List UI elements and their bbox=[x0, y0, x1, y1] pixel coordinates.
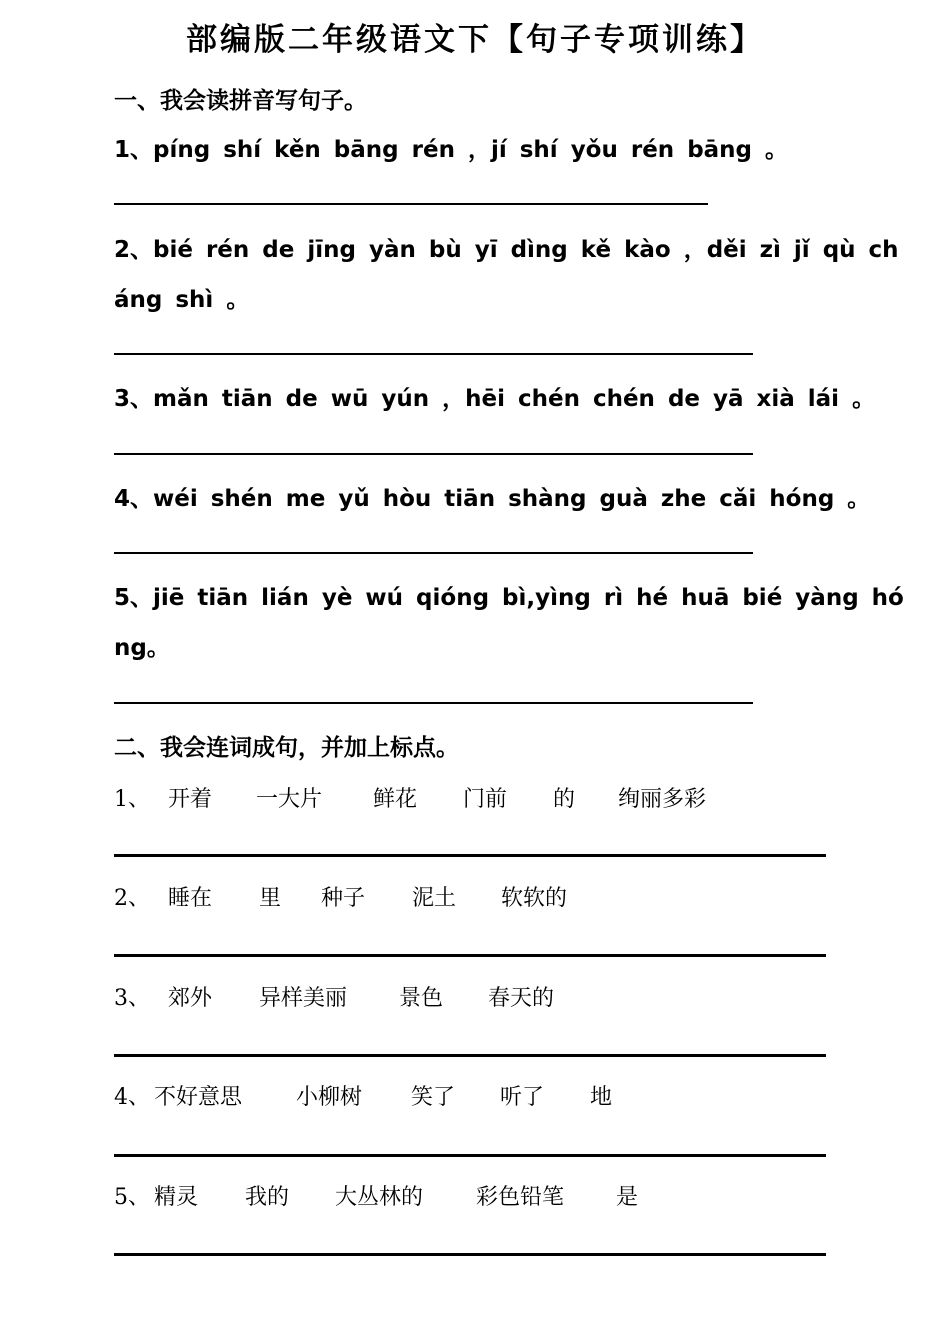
answer-line-3 bbox=[114, 453, 753, 455]
word-chip: 一大片 bbox=[256, 787, 323, 812]
word-chip: 景色 bbox=[399, 986, 444, 1011]
word-chip: 泥土 bbox=[412, 886, 457, 911]
pinyin-item-2-line-1: 2、bié rén de jīng yàn bù yī dìng kě kào ，děi zì jǐ qù ch bbox=[114, 237, 899, 263]
section2-heading: 二、我会连词成句，并加上标点。 bbox=[114, 735, 459, 761]
word-chip: 春天的 bbox=[488, 986, 555, 1011]
word-chip: 鲜花 bbox=[373, 787, 418, 812]
page-title: 部编版二年级语文下【句子专项训练】 bbox=[186, 22, 764, 58]
answer-line-4 bbox=[114, 552, 753, 554]
answer-line-2 bbox=[114, 353, 753, 355]
word-chip: 软软的 bbox=[501, 886, 568, 911]
word-chip: 门前 bbox=[463, 787, 508, 812]
word-chip: 种子 bbox=[321, 886, 366, 911]
answer-line-5 bbox=[114, 702, 753, 704]
answer-line-1 bbox=[114, 203, 708, 205]
word-chip: 我的 bbox=[245, 1185, 290, 1210]
word-chip: 睡在 bbox=[168, 886, 213, 911]
pinyin-item-2-line-2: áng shì 。 bbox=[114, 287, 250, 313]
item-number: 4、 bbox=[114, 1085, 150, 1110]
word-chip: 异样美丽 bbox=[259, 986, 348, 1011]
word-chip: 绚丽多彩 bbox=[618, 787, 707, 812]
word-chip: 地 bbox=[590, 1085, 613, 1110]
word-chip: 开着 bbox=[168, 787, 213, 812]
word-chip: 听了 bbox=[500, 1085, 545, 1110]
answer-line-8 bbox=[114, 1054, 826, 1057]
pinyin-item-1: 1、píng shí kěn bāng rén ，jí shí yǒu rén bāng 。 bbox=[114, 137, 789, 163]
word-chip: 小柳树 bbox=[296, 1085, 363, 1110]
answer-line-6 bbox=[114, 854, 826, 857]
word-chip: 彩色铅笔 bbox=[476, 1185, 565, 1210]
word-chip: 精灵 bbox=[154, 1185, 199, 1210]
word-chip: 里 bbox=[259, 886, 282, 911]
pinyin-item-5-line-1: 5、jiē tiān lián yè wú qióng bì,yìng rì hé huā bié yàng hó bbox=[114, 585, 904, 611]
word-chip: 大丛林的 bbox=[335, 1185, 424, 1210]
answer-line-10 bbox=[114, 1253, 826, 1256]
answer-line-9 bbox=[114, 1154, 826, 1157]
item-number: 3、 bbox=[114, 986, 150, 1011]
word-chip: 不好意思 bbox=[154, 1085, 243, 1110]
section1-heading: 一、我会读拼音写句子。 bbox=[114, 88, 367, 114]
pinyin-item-4: 4、wéi shén me yǔ hòu tiān shàng guà zhe cǎi hóng 。 bbox=[114, 486, 871, 512]
word-chip: 笑了 bbox=[411, 1085, 456, 1110]
word-chip: 的 bbox=[553, 787, 576, 812]
word-chip: 郊外 bbox=[168, 986, 213, 1011]
pinyin-item-5-line-2: ng。 bbox=[114, 635, 170, 661]
item-number: 1、 bbox=[114, 787, 150, 812]
item-number: 2、 bbox=[114, 886, 150, 911]
word-chip: 是 bbox=[616, 1185, 639, 1210]
item-number: 5、 bbox=[114, 1185, 150, 1210]
answer-line-7 bbox=[114, 954, 826, 957]
pinyin-item-3: 3、mǎn tiān de wū yún ，hēi chén chén de yā xià lái 。 bbox=[114, 386, 876, 412]
